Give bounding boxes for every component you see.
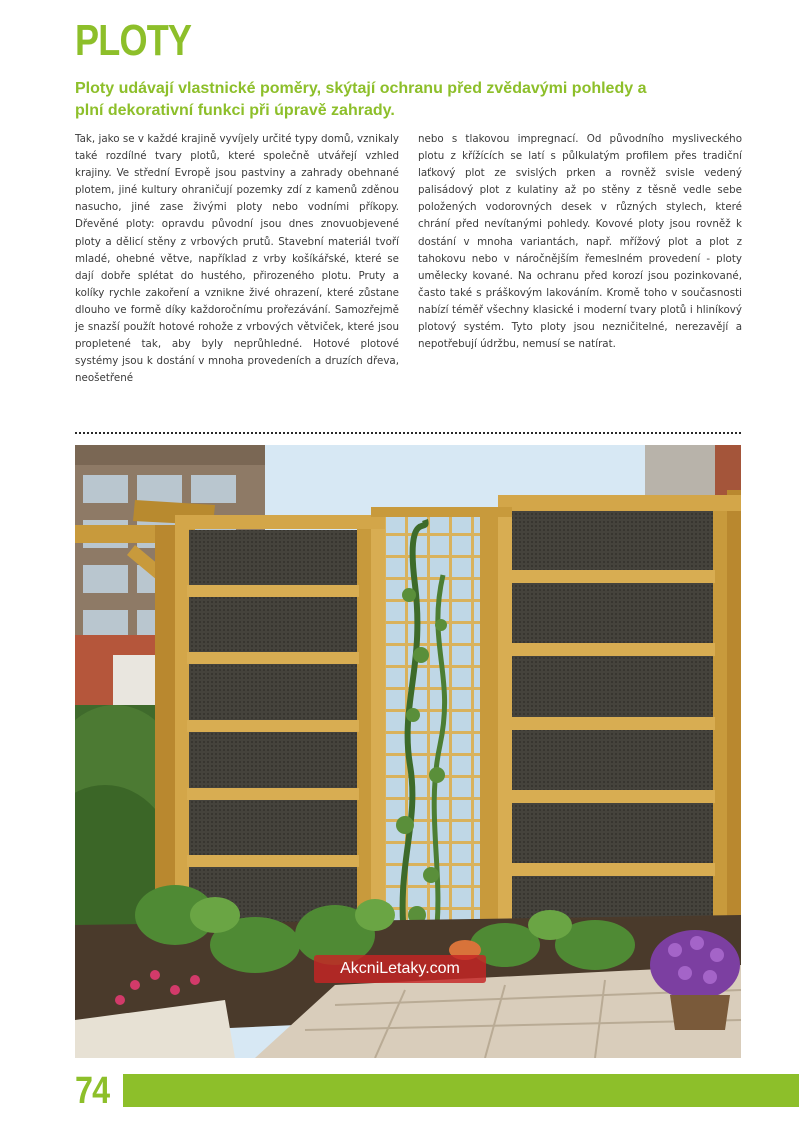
page-number: 74 — [75, 1070, 110, 1112]
article-column-left: Tak, jako se v každé krajině vyvíjely určité typy domů, vznikaly také rozdílné tvary plotů, které společně utvářejí vzhled krajiny. Ve střední Evropě jsou pastviny a zahrady obehnané plotem, jiné kultury ohraničují pozemky zdí z kamenů zděnou nasucho, jiné zase živými ploty nebo vodními příkopy. Dřevěné ploty: opravdu původní jsou dnes znovuobjevené ploty a dělicí stěny z vrbových prutů. Stavební materiál tvoří mladé, ohebné větve, například z vrby košíkářské, které se dají dobře splétat do hustého, přirozeného plotu. Pruty a kolíky rychle zakoření a vznikne živé ohrazení, které zůstane dlouho ve formě díky každoročnímu prořezávání. Samozřejmě je snazší použít hotové rohože z vrbových větviček, které jsou propletené tak, aby byly neprůhledné. Hotové plotové systémy jsou k dostání v mnoha provedeních a druzích dřeva, neošetřené — [75, 133, 399, 385]
lead-paragraph: Ploty udávají vlastnické poměry, skýtají ochranu před zvědavými pohledy a plní dekorativní funkci při úpravě zahrady. — [75, 80, 647, 119]
footer-bar — [123, 1074, 799, 1107]
article-column-right: nebo s tlakovou impregnací. Od původního mysliveckého plotu z křížících se latí s půlkulatým profilem přes tradiční laťkový plot ze svislých prken a rovněž svisle vedený palisádový plot z kulatiny až po stěny z těsně vedle sebe položených vodorovných desek v různých stylech, které chrání před nevítanými pohledy. Kovové ploty jsou rovněž k dostání v mnoha variantách, např. mřížový plot a plot z tahokovu nebo v náročnějším řemeslném provedení - ploty umělecky kované. Na ochranu před korozí jsou pozinkované, často také s práškovým lakováním. Kromě toho v současnosti nabízí téměř všechny klasické i moderní tvary plotů i hliníkový plotový systém. Tyto ploty jsou nezničitelné, nerezavějí a nepotřebují údržbu, nemusí se natírat. — [418, 133, 742, 351]
page-title: PLOTY — [75, 16, 192, 65]
dotted-divider — [75, 432, 741, 434]
watermark-badge: AkcniLetaky.com — [314, 955, 486, 983]
